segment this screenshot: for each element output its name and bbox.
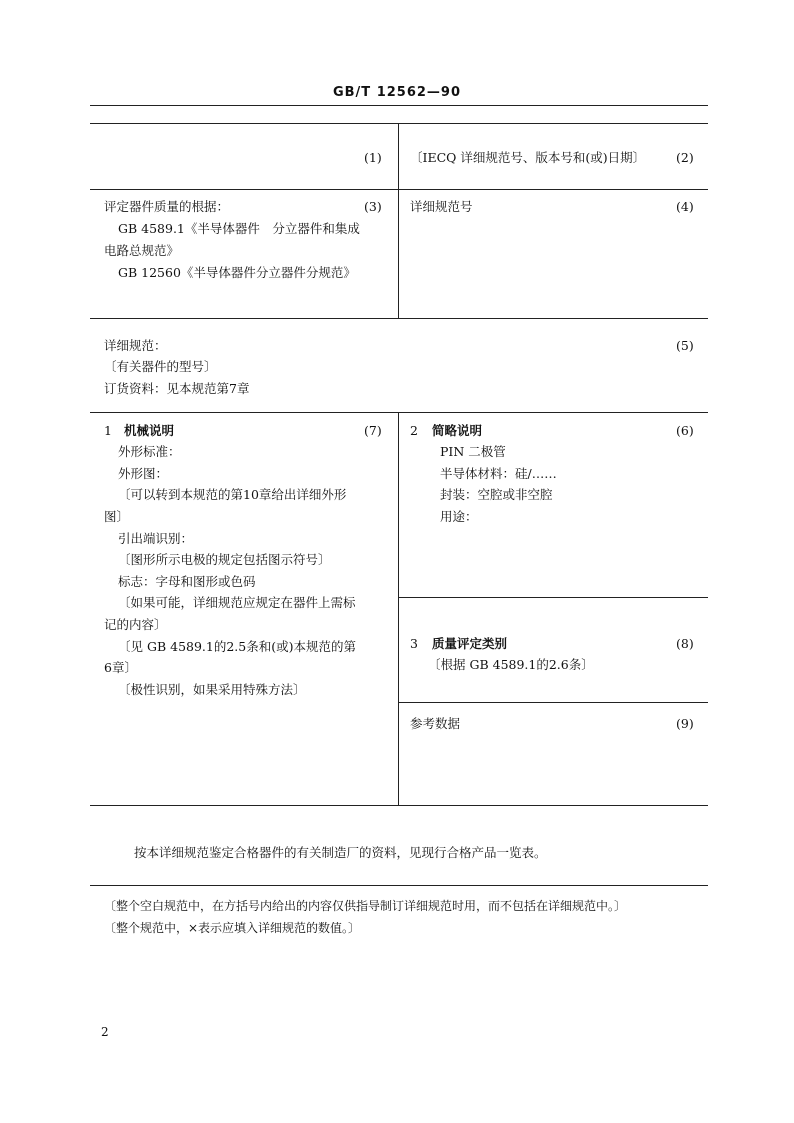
table-right-rule-1 (398, 597, 708, 598)
footnote: 〔整个空白规范中，在方括号内给出的内容仅供指导制订详细规范时用，而不包括在详细规范中。〕 (104, 899, 627, 913)
footnote: 〔整个规范中，×表示应填入详细规范的数值。〕 (104, 921, 361, 935)
cell-7-line: 6章〕 (104, 660, 137, 675)
cell-2-text: 〔IECQ 详细规范号、版本号和(或)日期〕 (410, 150, 646, 165)
cell-7-line: 〔如果可能，详细规范应规定在器件上需标 (118, 595, 356, 610)
cell-8-line: 〔根据 GB 4589.1的2.6条〕 (428, 657, 594, 672)
cell-1-number: (1) (364, 150, 382, 165)
table-divider-upper (398, 123, 399, 318)
cell-8-title: 质量评定类别 (432, 636, 508, 651)
table-right-rule-2 (398, 702, 708, 703)
table-row-rule-1 (90, 189, 708, 190)
cell-6-line: 半导体材料：硅/…… (440, 466, 557, 481)
cell-3-line-2: 电路总规范》 (104, 243, 180, 258)
cell-3-title: 评定器件质量的根据： (104, 199, 230, 214)
cell-4-title: 详细规范号 (410, 199, 473, 214)
page-number: 2 (101, 1025, 109, 1039)
cell-6-line: PIN 二极管 (440, 444, 506, 459)
cell-6-line: 用途： (440, 509, 478, 524)
cell-7-title: 机械说明 (124, 423, 175, 438)
cell-8-number: (8) (676, 636, 694, 651)
cell-5-number: (5) (676, 338, 694, 353)
cell-7-line: 〔极性识别，如果采用特殊方法〕 (118, 682, 306, 697)
cell-3-line-1: GB 4589.1《半导体器件 分立器件和集成 (118, 221, 360, 236)
cell-6-number: (6) (676, 423, 694, 438)
cell-7-line: 外形标准： (118, 444, 181, 459)
cell-7-line: 图〕 (104, 509, 130, 524)
cell-7-line: 〔可以转到本规范的第10章给出详细外形 (118, 487, 347, 502)
table-row-rule-3 (90, 412, 708, 413)
table-row-rule-2 (90, 318, 708, 319)
cell-5-line-2: 〔有关器件的型号〕 (104, 359, 217, 374)
cell-7-line: 标志：字母和图形或色码 (118, 574, 256, 589)
cell-3-number: (3) (364, 199, 382, 214)
cell-7-line: 〔图形所示电极的规定包括图示符号〕 (118, 552, 331, 567)
cell-8-section-number: 3 (410, 636, 418, 651)
manufacturer-note: 按本详细规范鉴定合格器件的有关制造厂的资料，见现行合格产品一览表。 (134, 845, 547, 860)
cell-7-line: 外形图： (118, 466, 169, 481)
cell-5-line-3: 订货资料：见本规范第7章 (104, 381, 250, 396)
cell-3-line-3: GB 12560《半导体器件分立器件分规范》 (118, 265, 356, 280)
table-bottom-rule (90, 805, 708, 806)
cell-7-number: (7) (364, 423, 382, 438)
cell-9-number: (9) (676, 716, 694, 731)
cell-2-number: (2) (676, 150, 694, 165)
standard-number: GB/T 12562—90 (332, 85, 462, 100)
cell-4-number: (4) (676, 199, 694, 214)
cell-6-title: 简略说明 (432, 423, 483, 438)
table-divider-lower (398, 412, 399, 805)
cell-9-title: 参考数据 (410, 716, 461, 731)
footnote-rule (90, 885, 708, 886)
table-top-rule (90, 123, 708, 124)
cell-5-line-1: 详细规范： (104, 338, 167, 353)
cell-6-section-number: 2 (410, 423, 418, 438)
cell-6-line: 封装：空腔或非空腔 (440, 487, 553, 502)
cell-7-line: 〔见 GB 4589.1的2.5条和(或)本规范的第 (118, 639, 356, 654)
cell-7-section-number: 1 (104, 423, 112, 438)
cell-7-line: 记的内容〕 (104, 617, 167, 632)
cell-7-line: 引出端识别： (118, 531, 194, 546)
header-rule (90, 105, 708, 106)
